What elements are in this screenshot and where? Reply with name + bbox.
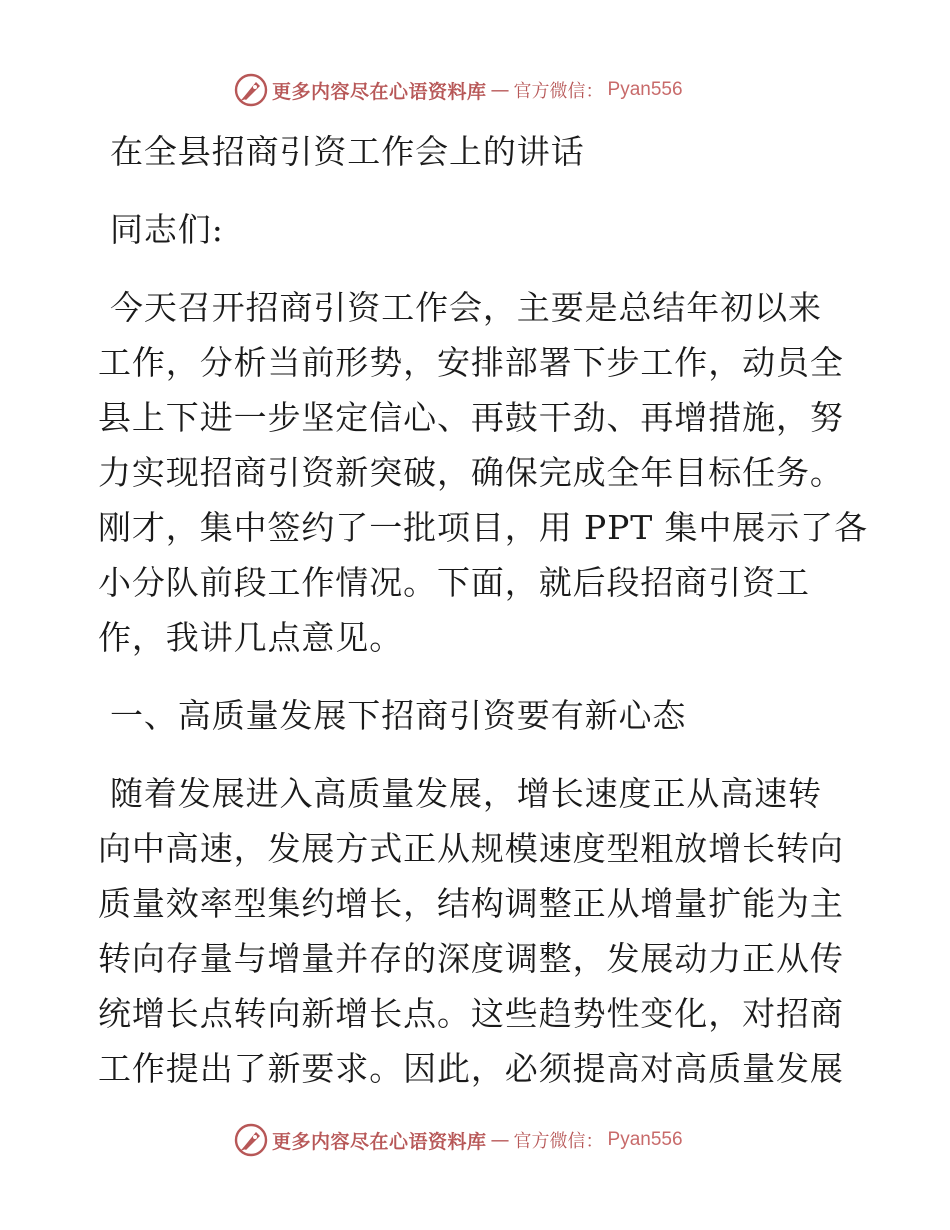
- paragraph-line: 县上下进一步坚定信心、再鼓干劲、再增措施，努: [98, 398, 844, 437]
- paragraph-line: 作，我讲几点意见。: [98, 618, 404, 657]
- paragraph-line: 工作提出了新要求。因此，必须提高对高质量发展: [98, 1049, 844, 1088]
- document-title: 在全县招商引资工作会上的讲话: [110, 132, 585, 171]
- watermark-brand: 更多内容尽在心语资料库: [272, 1130, 487, 1153]
- section-heading: 一、高质量发展下招商引资要有新心态: [110, 696, 687, 735]
- pen-nib-logo-icon: [234, 1123, 268, 1157]
- paragraph-line: 统增长点转向新增长点。这些趋势性变化，对招商: [98, 994, 844, 1033]
- watermark-handle: Pyan556: [607, 79, 683, 100]
- watermark-banner-bottom: [234, 1122, 683, 1158]
- paragraph-line: 随着发展进入高质量发展，增长速度正从高速转: [110, 774, 822, 813]
- watermark-banner-top: [234, 72, 683, 108]
- salutation: 同志们:: [110, 210, 224, 249]
- document-body: [98, 120, 868, 1096]
- watermark-handle: Pyan556: [607, 1129, 683, 1150]
- paragraph-2: [98, 766, 858, 1096]
- paragraph-line: 小分队前段工作情况。下面，就后段招商引资工: [98, 563, 810, 602]
- paragraph-line: 转向存量与增量并存的深度调整，发展动力正从传: [98, 939, 844, 978]
- watermark-separator: —: [490, 79, 510, 101]
- watermark-contact-label: 官方微信：: [513, 81, 604, 102]
- watermark-brand: 更多内容尽在心语资料库: [272, 80, 487, 103]
- watermark-contact-label: 官方微信：: [513, 1131, 604, 1152]
- paragraph-line: 工作，分析当前形势，安排部署下步工作，动员全: [98, 343, 844, 382]
- paragraph-line: 质量效率型集约增长，结构调整正从增量扩能为主: [98, 884, 844, 923]
- paragraph-line: 今天召开招商引资工作会，主要是总结年初以来: [110, 288, 822, 327]
- paragraph-line: 向中高速，发展方式正从规模速度型粗放增长转向: [98, 829, 844, 868]
- watermark-separator: —: [490, 1129, 510, 1151]
- paragraph-line: 刚才，集中签约了一批项目，用 PPT 集中展示了各: [98, 508, 868, 547]
- paragraph-1: [98, 280, 868, 665]
- paragraph-line: 力实现招商引资新突破，确保完成全年目标任务。: [98, 453, 844, 492]
- pen-nib-logo-icon: [234, 73, 268, 107]
